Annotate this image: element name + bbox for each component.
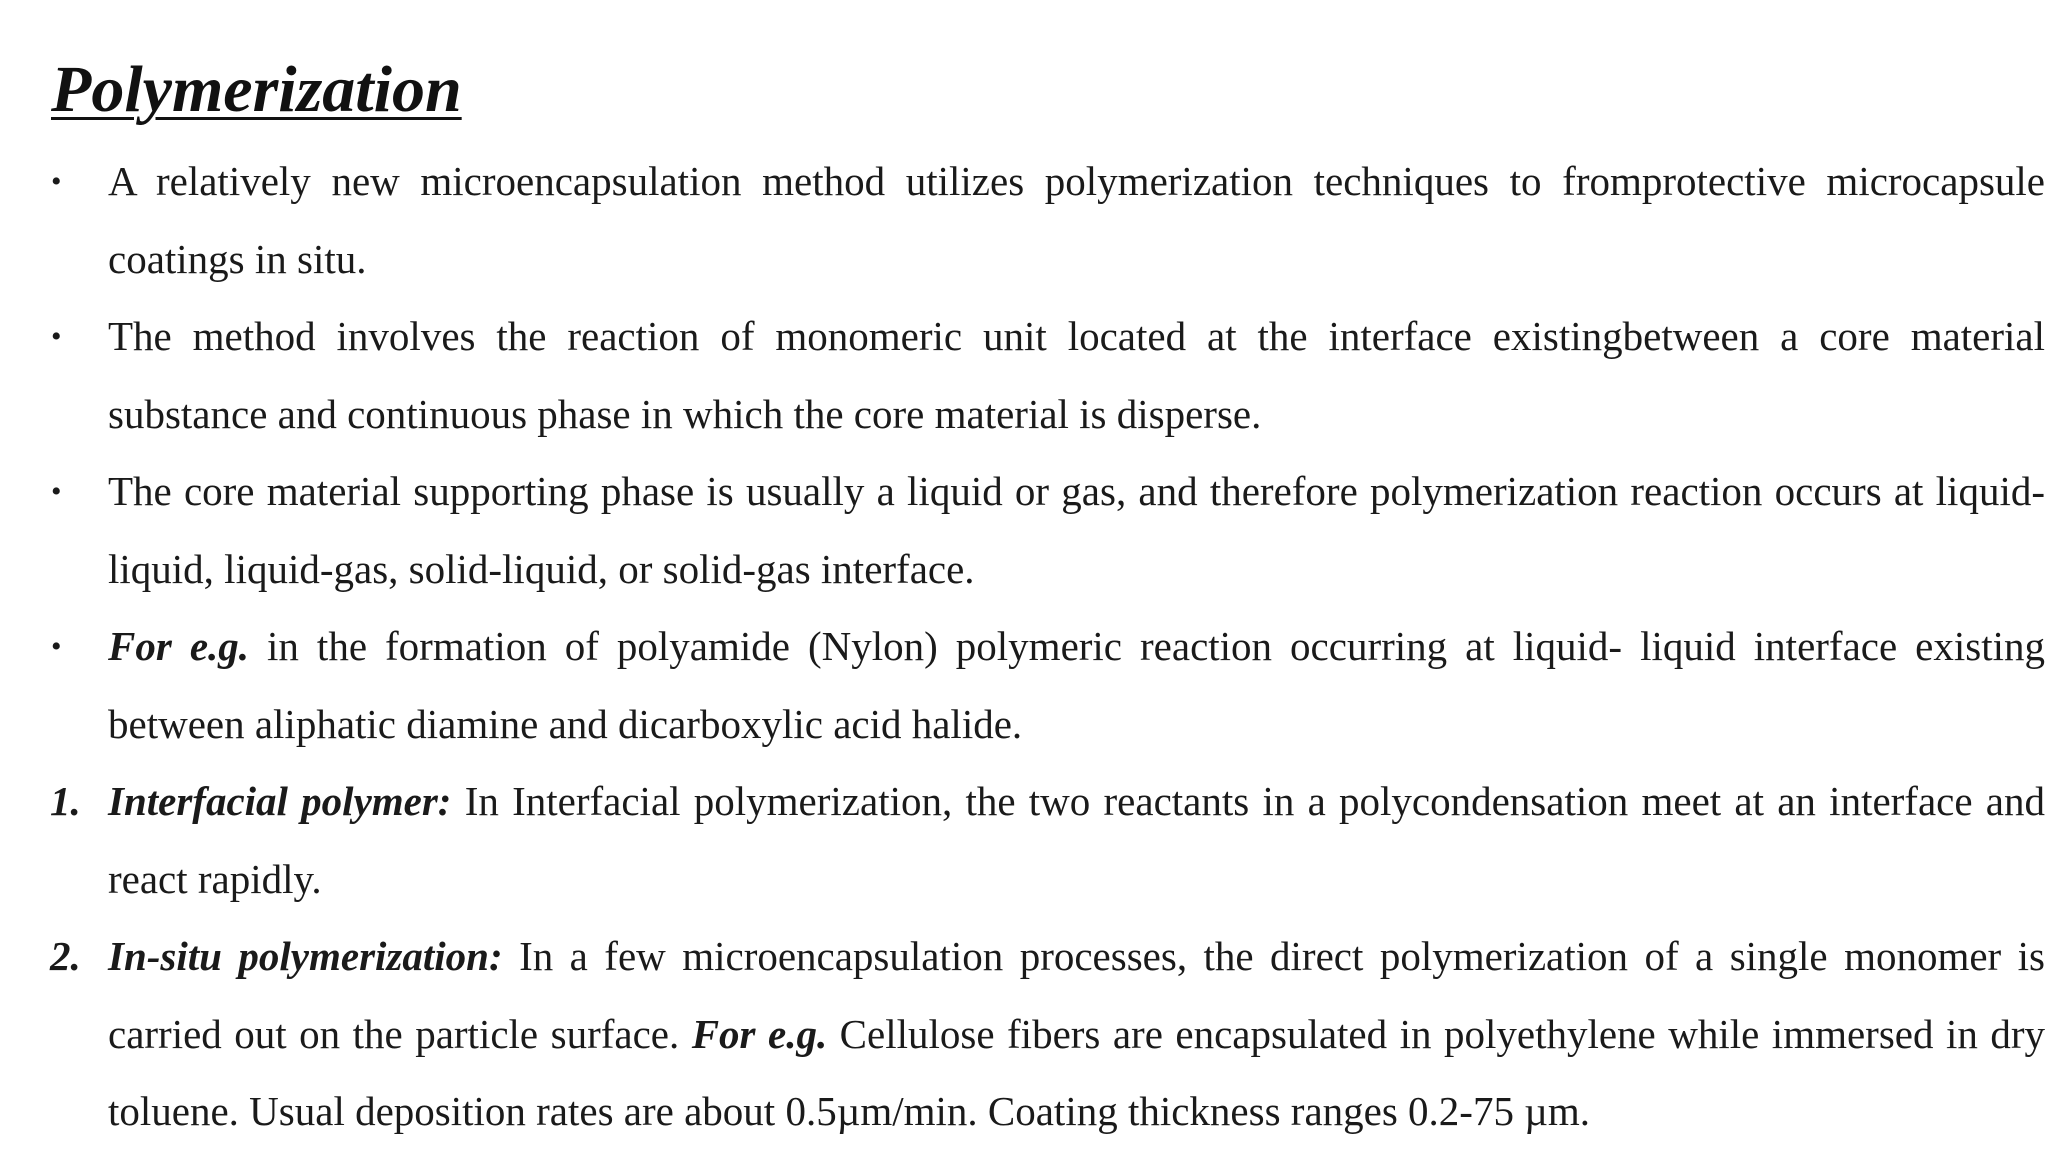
item-text: In a few microencapsulation processes, the direct polymerization of a single monomer is carried out on the particle surface.	[108, 933, 2046, 1057]
bullet-text: The core material supporting phase is usually a liquid or gas, and therefore polymerization reaction occurs at liquid-liquid, liquid-gas, solid-liquid, or solid-gas interface.	[108, 468, 2045, 592]
item-number: 1.	[50, 778, 81, 824]
bullet-item	[50, 143, 2045, 298]
bullet-text: in the formation of polyamide (Nylon) polymeric reaction occurring at liquid- liquid interface existing between aliphatic diamine and dicarboxylic acid halide.	[108, 623, 2046, 747]
bullet-marker: •	[51, 320, 62, 353]
slide-content	[50, 143, 2045, 1151]
bullet-item	[50, 608, 2045, 763]
item-text: Cellulose fibers are encapsulated in polyethylene while immersed in dry toluene. Usual deposition rates are about 0.5µm/min. Coating thickness ranges 0.2-75 µm.	[108, 1010, 2045, 1134]
item-number: 2.	[50, 933, 81, 979]
numbered-item	[50, 918, 2045, 1151]
bullet-item	[50, 298, 2045, 453]
example-lead: For e.g.	[108, 623, 250, 669]
item-text: In Interfacial polymerization, the two reactants in a polycondensation meet at an interface and react rapidly.	[108, 778, 2045, 902]
item-term: Interfacial polymer:	[108, 778, 452, 824]
bullet-marker: •	[51, 475, 62, 508]
bullet-marker: •	[51, 630, 62, 663]
example-lead: For e.g.	[691, 1010, 828, 1057]
bullet-item	[50, 453, 2045, 608]
slide-title: Polymerization	[51, 53, 462, 126]
bullet-text: A relatively new microencapsulation method utilizes polymerization techniques to fromprotective microcapsule coatings in situ.	[108, 158, 2045, 282]
numbered-item	[50, 763, 2045, 918]
bullet-marker: •	[51, 165, 62, 198]
bullet-text: The method involves the reaction of monomeric unit located at the interface existingbetween a core material substance and continuous phase in which the core material is disperse.	[108, 313, 2045, 437]
item-term: In-situ polymerization:	[108, 933, 503, 979]
